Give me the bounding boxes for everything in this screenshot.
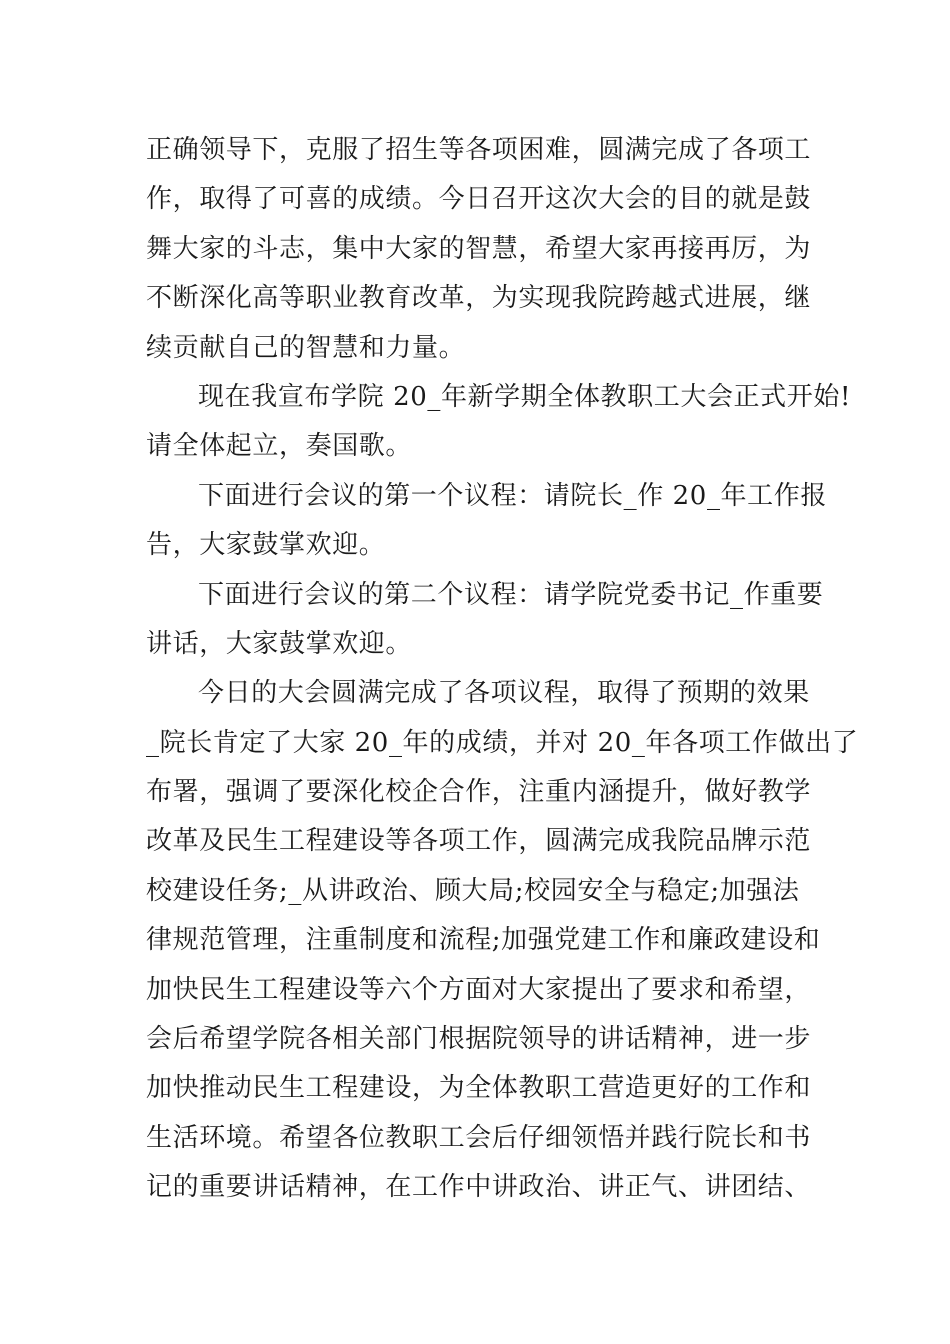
text-line: 讲话，大家鼓掌欢迎。 [146, 628, 413, 659]
text-line: 下面进行会议的第一个议程：请院长_作 20_年工作报 [198, 480, 827, 511]
text-line: 作，取得了可喜的成绩。今日召开这次大会的目的就是鼓 [146, 184, 812, 215]
text-line: 律规范管理，注重制度和流程;加强党建工作和廉政建设和 [146, 925, 821, 956]
text-line: 校建设任务;_从讲政治、顾大局;校园安全与稳定;加强法 [146, 875, 800, 906]
text-line: 下面进行会议的第二个议程：请学院党委书记_作重要 [198, 579, 824, 610]
text-line: _院长肯定了大家 20_年的成绩，并对 20_年各项工作做出了 [146, 727, 859, 758]
text-line: 告，大家鼓掌欢迎。 [146, 530, 386, 561]
text-line: 加快推动民生工程建设，为全体教职工营造更好的工作和 [146, 1073, 812, 1104]
text-line: 会后希望学院各相关部门根据院领导的讲话精神，进一步 [146, 1024, 812, 1055]
text-line: 续贡献自己的智慧和力量。 [146, 332, 466, 363]
text-line: 改革及民生工程建设等各项工作，圆满完成我院品牌示范 [146, 826, 812, 857]
text-line: 布署，强调了要深化校企合作，注重内涵提升，做好教学 [146, 777, 812, 808]
text-line: 舞大家的斗志，集中大家的智慧，希望大家再接再厉，为 [146, 233, 812, 264]
text-line: 生活环境。希望各位教职工会后仔细领悟并践行院长和书 [146, 1122, 812, 1153]
text-line: 现在我宣布学院 20_年新学期全体教职工大会正式开始! [198, 381, 851, 412]
text-line: 今日的大会圆满完成了各项议程，取得了预期的效果 [198, 678, 810, 709]
text-line: 记的重要讲话精神，在工作中讲政治、讲正气、讲团结、 [146, 1172, 812, 1203]
document-body [146, 126, 859, 1213]
text-line: 加快民生工程建设等六个方面对大家提出了要求和希望， [146, 974, 812, 1005]
text-line: 不断深化高等职业教育改革，为实现我院跨越式进展，继 [146, 283, 812, 314]
text-line: 正确领导下，克服了招生等各项困难，圆满完成了各项工 [146, 135, 812, 165]
text-line: 请全体起立，奏国歌。 [146, 431, 413, 462]
